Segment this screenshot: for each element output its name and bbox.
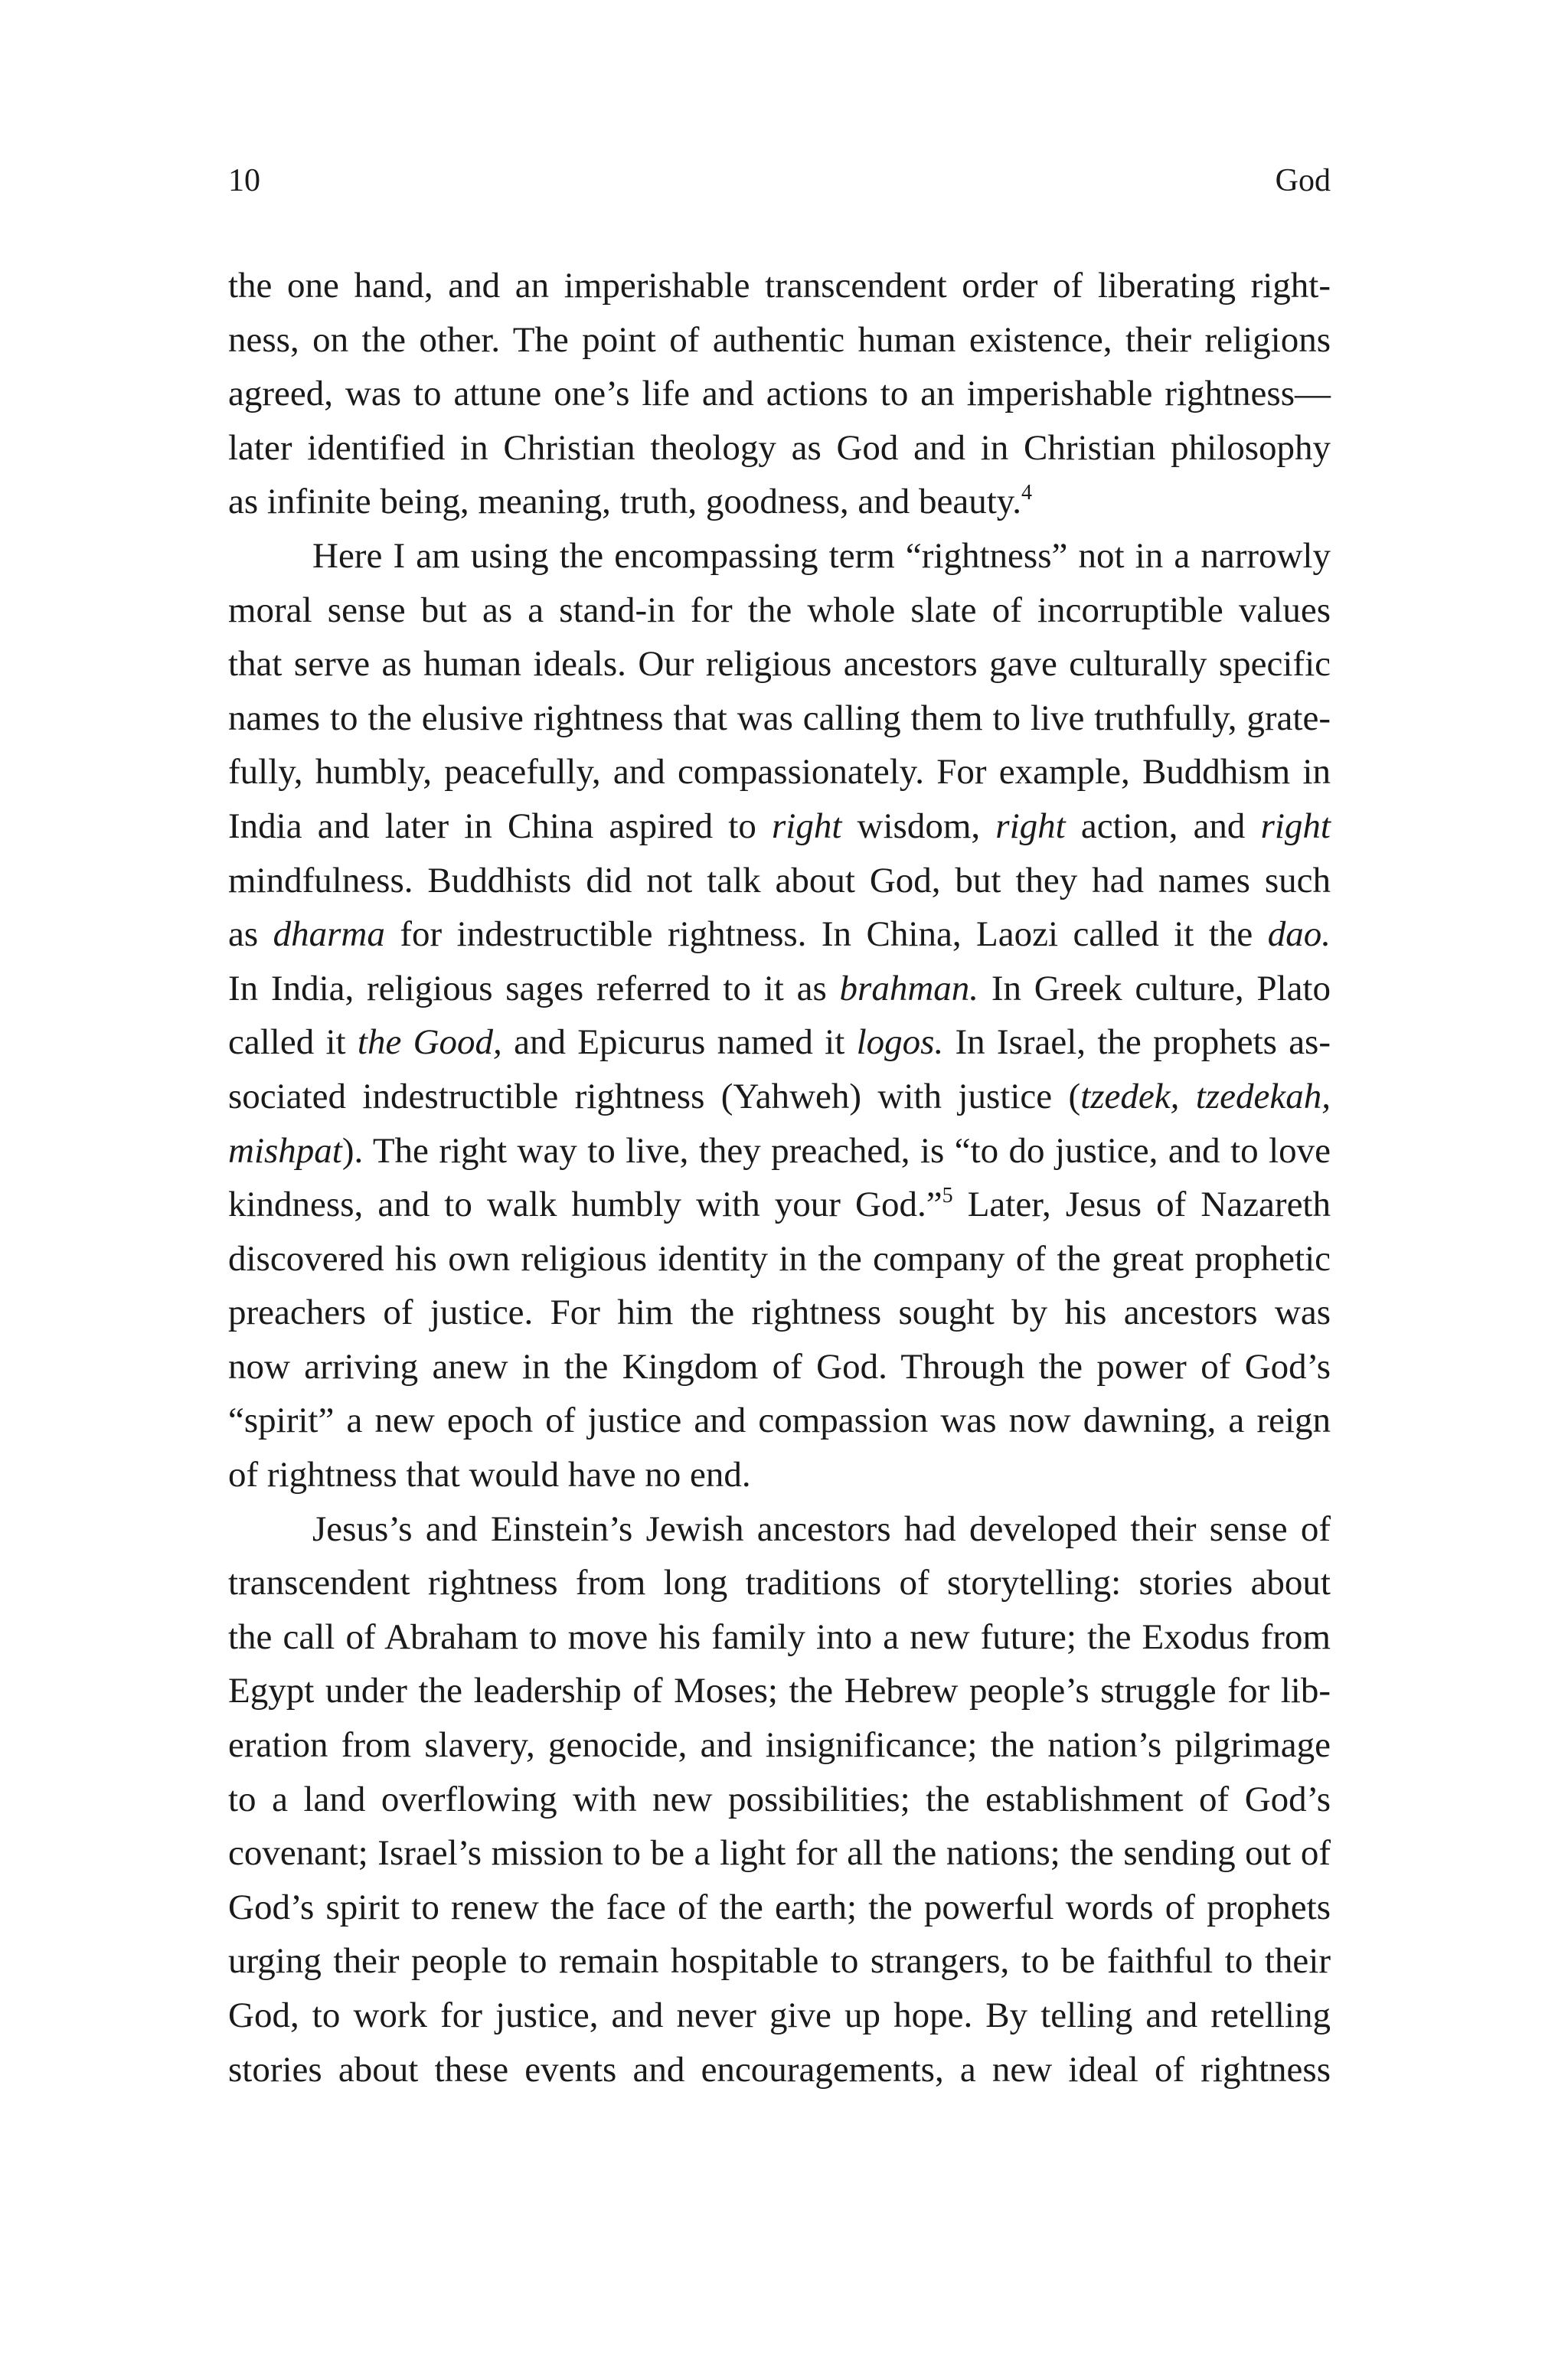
text-line: In India, religious sages referred to it as brahman. In Greek culture, Plato — [228, 968, 1331, 1008]
text-line: that serve as human ideals. Our religious ancestors gave culturally specific — [228, 644, 1331, 685]
text-line: as dharma for indestructible rightness. In China, Laozi called it the dao. — [228, 914, 1331, 955]
text-line: stories about these events and encouragements, a new ideal of rightness — [228, 2049, 1331, 2090]
body-text — [228, 259, 1331, 2097]
text-line: ness, on the other. The point of authentic human existence, their religions — [228, 319, 1331, 360]
text-line: mishpat). The right way to live, they preached, is “to do justice, and to love — [228, 1130, 1331, 1171]
text-line: agreed, was to attune one’s life and actions to an imperishable rightness— — [228, 374, 1331, 414]
text-line: covenant; Israel’s mission to be a light for all the nations; the sending out of — [228, 1833, 1331, 1874]
text-line: preachers of justice. For him the rightness sought by his ancestors was — [228, 1293, 1331, 1333]
paragraph-1 — [228, 259, 1331, 529]
text-line: called it the Good, and Epicurus named it logos. In Israel, the prophets as- — [228, 1022, 1331, 1063]
text-line: to a land overflowing with new possibilities; the establishment of God’s — [228, 1779, 1331, 1819]
text-line-content: as infinite being, meaning, truth, goodness, and beauty. — [228, 482, 1021, 522]
text-line: urging their people to remain hospitable to strangers, to be faithful to their — [228, 1941, 1331, 1982]
text-line: kindness, and to walk humbly with your God.”$^5$ Later, Jesus of Nazareth — [228, 1184, 1331, 1225]
footnote-marker: 4 — [1021, 481, 1032, 505]
text-line: moral sense but as a stand-in for the whole slate of incorruptible values — [228, 590, 1331, 630]
text-line: Jesus’s and Einstein’s Jewish ancestors had developed their sense of — [312, 1508, 1331, 1549]
running-head-title: God — [1275, 163, 1331, 198]
text-line: now arriving anew in the Kingdom of God. Through the power of God’s — [228, 1346, 1331, 1387]
text-line: later identified in Christian theology as God and in Christian philosophy — [228, 427, 1331, 468]
text-line: India and later in China aspired to right wisdom, right action, and right — [228, 806, 1331, 846]
text-line: God, to work for justice, and never give up hope. By telling and retelling — [228, 1995, 1331, 2035]
text-line: the one hand, and an imperishable transcendent order of liberating right- — [228, 266, 1331, 306]
text-line: transcendent rightness from long traditions of storytelling: stories about — [228, 1563, 1331, 1603]
text-line: Here I am using the encompassing term “rightness” not in a narrowly — [312, 535, 1331, 576]
text-line: discovered his own religious identity in the company of the great prophetic — [228, 1238, 1331, 1279]
paragraph-2 — [228, 529, 1331, 1502]
text-line: Egypt under the leadership of Moses; the Hebrew people’s struggle for lib- — [228, 1671, 1331, 1711]
paragraph-3 — [228, 1502, 1331, 2097]
text-line: fully, humbly, peacefully, and compassionately. For example, Buddhism in — [228, 752, 1331, 793]
text-line: eration from slavery, genocide, and insignificance; the nation’s pilgrimage — [228, 1725, 1331, 1766]
text-line — [228, 475, 1331, 529]
text-line: the call of Abraham to move his family into a new future; the Exodus from — [228, 1616, 1331, 1657]
text-line: names to the elusive rightness that was calling them to live truthfully, grate- — [228, 698, 1331, 738]
text-line: “spirit” a new epoch of justice and compassion was now dawning, a reign — [228, 1400, 1331, 1441]
running-head — [228, 159, 1331, 202]
text-line: mindfulness. Buddhists did not talk about God, but they had names such — [228, 860, 1331, 900]
text-line: of rightness that would have no end. — [228, 1455, 751, 1495]
page-number: 10 — [228, 163, 260, 198]
text-line: sociated indestructible rightness (Yahweh) with justice (tzedek, tzedekah, — [228, 1076, 1331, 1116]
text-line: God’s spirit to renew the face of the earth; the powerful words of prophets — [228, 1887, 1331, 1927]
